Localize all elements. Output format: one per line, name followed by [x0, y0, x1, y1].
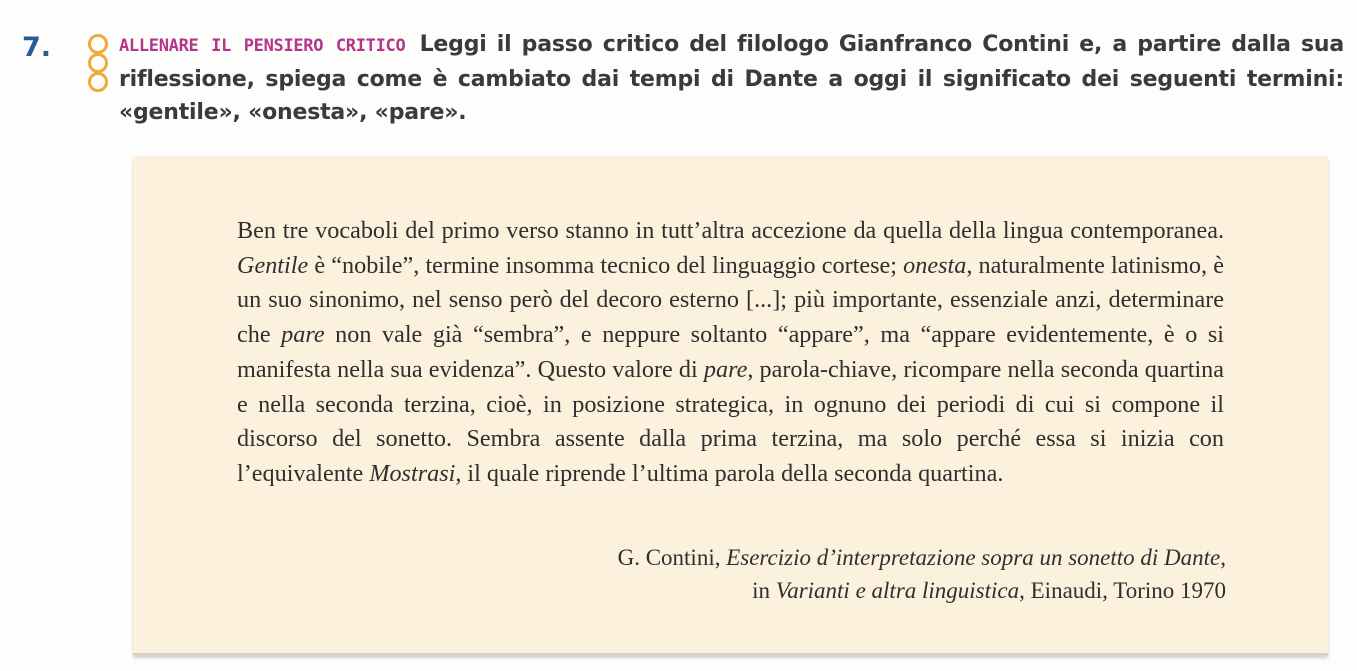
source-citation: [326, 541, 1226, 607]
keyword-pare: pare: [281, 321, 325, 349]
citation-in-prefix: in: [752, 578, 776, 603]
level-dot-icon: [88, 53, 108, 73]
citation-line-2: [326, 574, 1226, 607]
difficulty-level-icon: [86, 34, 108, 94]
skill-tag: ALLENARE IL PENSIERO CRITICO: [119, 36, 406, 56]
passage-text: , naturalmente latinismo, è un suo sinonimo, nel senso però del decoro esterno [...]; più importante, essenziale anzi, determinare che: [237, 251, 1224, 349]
level-dot-icon: [88, 72, 108, 92]
exercise-instruction: Leggi il passo critico del filologo Gianfranco Contini e, a partire dalla sua riflessione, spiega come è cambiato dai tempi di Dante a oggi il significato dei seguenti termini: «gentile», «onesta», «pare».: [119, 32, 1344, 125]
passage-text: è “nobile”, termine insomma tecnico del linguaggio cortese;: [308, 251, 904, 279]
citation-separator: ,: [1220, 545, 1226, 570]
passage-text: non vale già “sembra”, e neppure soltanto “appare”, ma “appare evidentemente, è o si manifesta nella sua evidenza”. Questo valore di: [237, 321, 1224, 383]
level-dot-icon: [88, 34, 108, 54]
passage-text: , parola-chiave, ricompare nella seconda quartina e nella seconda terzina, cioè, in posizione strategica, in ognuno dei periodi di cui si compone il discorso del sonetto. Sembra assente dalla prima terzina, ma solo perché essa si inizia con l’equivalente: [237, 355, 1225, 487]
exercise-number: 7.: [22, 32, 52, 63]
keyword-onesta: onesta: [903, 251, 967, 279]
keyword-pare: pare: [703, 355, 748, 383]
exercise-instruction-block: [119, 28, 1344, 129]
passage-text: , il quale riprende l’ultima parola della seconda quartina.: [455, 459, 1004, 487]
citation-collection: Varianti e altra linguistica: [775, 578, 1020, 603]
citation-line-1: [326, 541, 1226, 574]
keyword-mostrasi: Mostrasi: [369, 459, 456, 487]
critical-passage-box: [133, 156, 1328, 655]
passage-text: Ben tre vocaboli del primo verso stanno in tutt’altra accezione da quella della lingua contemporanea.: [237, 217, 1224, 244]
citation-publisher: , Einaudi, Torino 1970: [1019, 578, 1226, 603]
citation-work-title: Esercizio d’interpretazione sopra un sonetto di Dante: [726, 545, 1221, 570]
passage-paragraph: [237, 214, 1224, 492]
citation-author: G. Contini,: [617, 545, 727, 570]
keyword-gentile: Gentile: [237, 251, 309, 279]
critical-passage: [237, 214, 1224, 492]
